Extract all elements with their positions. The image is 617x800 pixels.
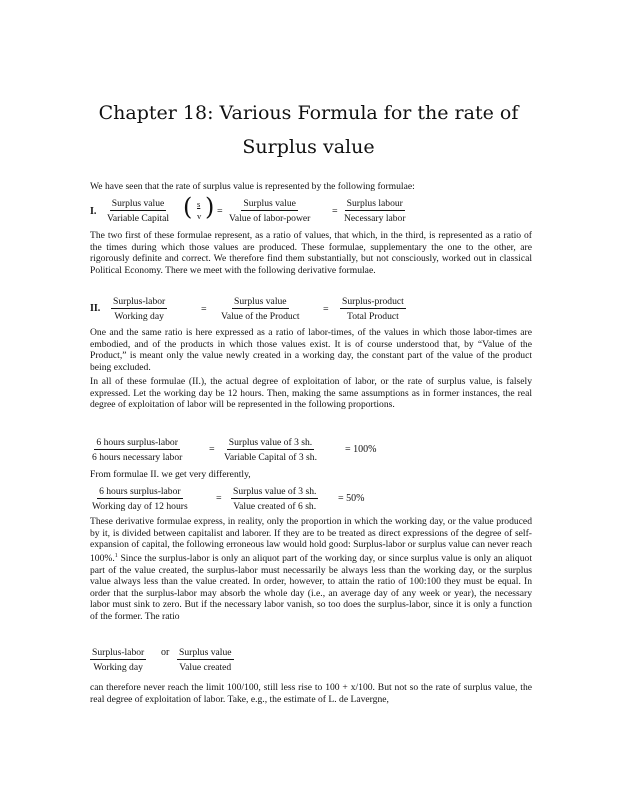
paragraph-6: can therefore never reach the limit 100/100, still less rise to 100 + x/100. But not so the rate of surplus value, the real degree of exploitation of labor. Take, e.g., the estimate of L. de Lavergne, bbox=[90, 682, 532, 705]
ratio-fraction-1 bbox=[90, 647, 146, 673]
paragraph-4: From formulae II. we get very differently, bbox=[90, 469, 251, 480]
numerator: Surplus value bbox=[243, 198, 296, 209]
paragraph-3: In all of these formulae (II.), the actual degree of exploitation of labor, or the rate of surplus value, is falsely expressed. Let the working day be 12 hours. Then, making the same assumptions as in former instances, the real degree of exploitation of labor will be represented in the following proportions. bbox=[90, 376, 532, 411]
denominator: Necessary labor bbox=[344, 213, 406, 224]
paragraph-1: The two first of these formulae represent, as a ratio of values, that which, in the third, is represented as a ratio of the times during which those values are produced. These formulae, supplementary the one to the other, are rigorously definite and correct. We therefore find them substantially, but not consciously, worked out in classical Political Economy. There we meet with the following derivative formulae. bbox=[90, 230, 532, 276]
equals-sign: = bbox=[216, 493, 222, 504]
paragraph-5 bbox=[90, 516, 532, 623]
ratio-fraction-2 bbox=[177, 647, 234, 673]
equals-sign: = bbox=[323, 304, 329, 315]
formula-II-fraction-2 bbox=[221, 296, 300, 322]
denominator: 6 hours necessary labor bbox=[92, 452, 183, 463]
left-paren: ( bbox=[183, 193, 193, 221]
formula-I-fraction-2 bbox=[229, 198, 310, 224]
footnote-marker: 1 bbox=[114, 552, 118, 559]
numerator: Surplus-labor bbox=[92, 647, 145, 658]
result-100-percent: = 100% bbox=[345, 444, 377, 455]
formula-II-label: II. bbox=[90, 303, 101, 314]
equals-sign: = bbox=[332, 206, 338, 217]
denominator: Total Product bbox=[347, 311, 399, 322]
right-paren: ) bbox=[205, 193, 215, 221]
denominator: Value created of 6 sh. bbox=[233, 501, 317, 512]
example-2-fraction-2 bbox=[231, 486, 318, 512]
numerator: Surplus labour bbox=[346, 198, 403, 209]
equals-sign: = bbox=[217, 206, 223, 217]
numerator: Surplus value of 3 sh. bbox=[228, 437, 313, 448]
numerator: Surplus-product bbox=[342, 296, 404, 307]
numerator: Surplus value of 3 sh. bbox=[233, 486, 317, 497]
denominator: Working day of 12 hours bbox=[92, 501, 188, 512]
denominator: Value of labor-power bbox=[229, 213, 311, 224]
s-symbol: s bbox=[197, 199, 201, 209]
intro-paragraph: We have seen that the rate of surplus value is represented by the following formulae: bbox=[90, 181, 415, 192]
example-1-fraction-2 bbox=[224, 437, 317, 463]
paragraph-2: One and the same ratio is here expressed as a ratio of labor-times, of the values in which those labor-times are embodied, and of the products in which those values exist. It is of course understood that, by “Value of the Product,” is meant only the value newly created in a working day, the constant part of the value of the product being excluded. bbox=[90, 327, 532, 373]
example-1-fraction-1 bbox=[92, 437, 182, 463]
v-symbol: v bbox=[197, 211, 202, 221]
denominator: Variable Capital bbox=[107, 213, 170, 224]
denominator: Value of the Product bbox=[221, 311, 300, 322]
numerator: Surplus value bbox=[111, 198, 165, 209]
chapter-title-line-1: Chapter 18: Various Formula for the rate of bbox=[98, 102, 519, 124]
numerator: 6 hours surplus-labor bbox=[96, 437, 178, 448]
equals-sign: = bbox=[201, 304, 207, 315]
denominator: Working day bbox=[114, 311, 164, 322]
numerator: Surplus value bbox=[234, 296, 287, 307]
chapter-title-line-2: Surplus value bbox=[242, 136, 375, 158]
paragraph-5-text-cont: Since the surplus-labor is only an aliquot part of the working day, or since surplus value is only an aliquot part of the value created, the surplus-labor must necessarily be always less than the working day, or the surplus value always less than the value created. In order, however, to attain the ratio of 100:100 they must be equal. In order that the surplus-labor may absorb the whole day (i.e., an average day of any week or year), the necessary labor must sink to zero. But if the necessary labor vanish, so too does the surplus-labor, since it is only a function of the former. The ratio bbox=[90, 552, 532, 622]
equals-sign: = bbox=[209, 444, 215, 455]
denominator: Working day bbox=[93, 662, 143, 673]
paragraph-5-text: These derivative formulae express, in reality, only the proportion in which the working day, or the value produced by it, is divided between capitalist and laborer. If they are to be treated as direct expressions of the degree of self-expansion of capital, the following erroneous law would hold good: Surplus-labor or surplus value can never reach 100%. bbox=[90, 516, 532, 564]
result-50-percent: = 50% bbox=[338, 493, 365, 504]
formula-II-fraction-3 bbox=[340, 296, 406, 322]
denominator: Value created bbox=[179, 662, 232, 673]
formula-I-label: I. bbox=[90, 206, 97, 217]
formula-I-fraction-1 bbox=[107, 198, 169, 224]
numerator: Surplus value bbox=[179, 647, 232, 658]
numerator: 6 hours surplus-labor bbox=[99, 486, 181, 497]
formula-II-fraction-1 bbox=[111, 296, 167, 322]
formula-I-fraction-3 bbox=[344, 198, 406, 224]
or-word: or bbox=[161, 647, 170, 658]
denominator: Variable Capital of 3 sh. bbox=[224, 452, 317, 463]
numerator: Surplus-labor bbox=[113, 296, 166, 307]
example-2-fraction-1 bbox=[92, 486, 188, 512]
